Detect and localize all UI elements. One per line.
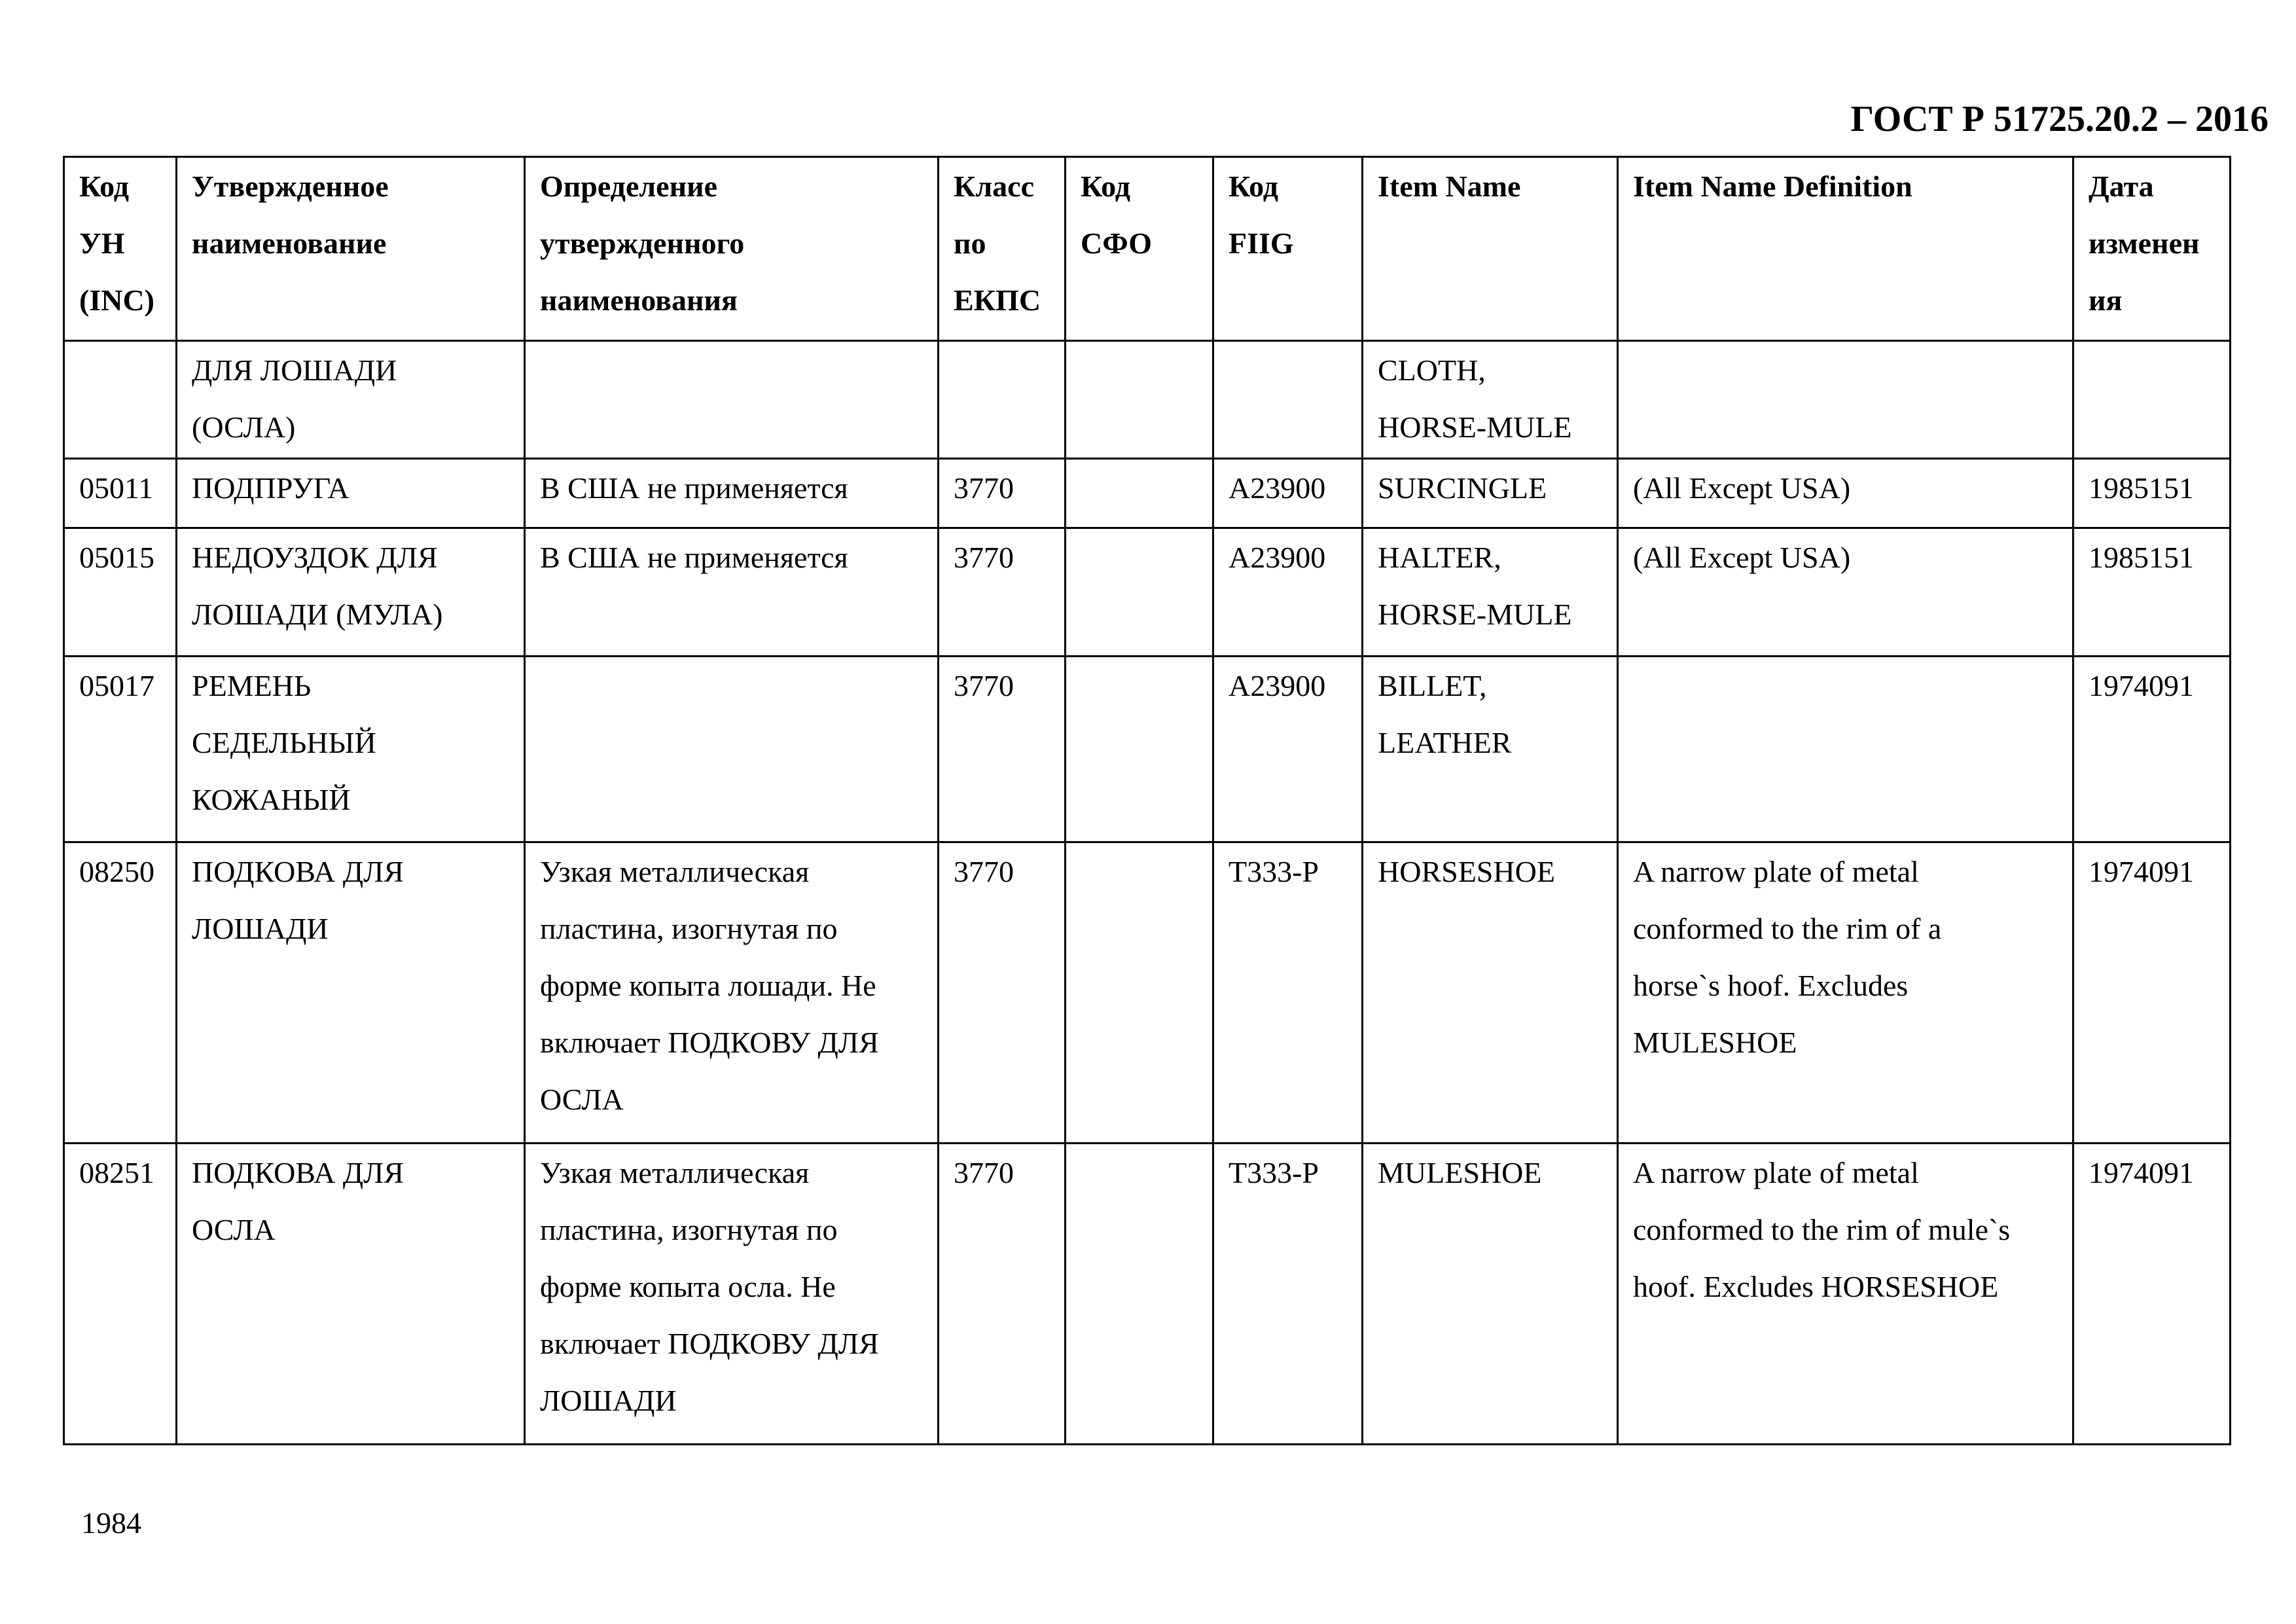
column-header-line: изменен [2089, 226, 2200, 260]
cell-text-line: ПОДПРУГА [192, 471, 350, 505]
column-header-line: УН [79, 226, 125, 260]
table-cell [939, 459, 1066, 528]
cell-text-line: 3770 [954, 471, 1014, 505]
cell-text-line: hoof. Excludes HORSESHOE [1633, 1270, 1999, 1303]
cell-text-line: форме копыта лошади. Не [540, 969, 876, 1002]
table-row [64, 341, 2231, 459]
table-cell [1618, 459, 2073, 528]
cell-text-line: включает ПОДКОВУ ДЛЯ [540, 1327, 879, 1360]
cell-text-line: LEATHER [1378, 726, 1512, 759]
table-cell [1066, 341, 1213, 459]
table-cell [1363, 657, 1618, 842]
table-cell [525, 459, 939, 528]
cell-text-line: BILLET, [1378, 669, 1487, 702]
table-cell [1066, 528, 1213, 657]
cell-text-line: A narrow plate of metal [1633, 1156, 1919, 1189]
column-header-line: Код [1229, 170, 1279, 203]
table-cell [1213, 528, 1363, 657]
column-header-line: наименование [192, 226, 387, 260]
cell-text-line: Узкая металлическая [540, 855, 810, 888]
table-cell [2073, 459, 2231, 528]
cell-text-line: 1985151 [2089, 471, 2194, 505]
table-cell [525, 1144, 939, 1445]
cell-text-line: ДЛЯ ЛОШАДИ [192, 353, 397, 387]
column-header [2073, 157, 2231, 341]
column-header-line: Определение [540, 170, 718, 203]
cell-text-line: conformed to the rim of a [1633, 912, 1942, 945]
table-cell [64, 459, 177, 528]
column-header-line: ия [2089, 283, 2123, 317]
cell-text-line: MULESHOE [1378, 1156, 1542, 1189]
column-header-line: по [954, 226, 986, 260]
column-header-line: СФО [1081, 226, 1153, 260]
cell-text-line: A23900 [1229, 669, 1326, 702]
table-cell [1066, 657, 1213, 842]
column-header-line: Утвержденное [192, 170, 389, 203]
cell-text-line: ЛОШАДИ (МУЛА) [192, 598, 443, 631]
table-cell [177, 341, 525, 459]
column-header-line: ЕКПС [954, 283, 1041, 317]
cell-text-line: 3770 [954, 669, 1014, 702]
table-cell [939, 842, 1066, 1144]
cell-text-line: 3770 [954, 1156, 1014, 1189]
cell-text-line: 05011 [79, 471, 154, 505]
table-row [64, 842, 2231, 1144]
standard-designation: ГОСТ Р 51725.20.2 – 2016 [1850, 99, 2269, 139]
table-cell [2073, 528, 2231, 657]
table-row [64, 528, 2231, 657]
cell-text-line: 3770 [954, 541, 1014, 574]
cell-text-line: A23900 [1229, 471, 1326, 505]
cell-text-line: HORSE-MULE [1378, 598, 1572, 631]
cell-text-line: HORSE-MULE [1378, 410, 1572, 444]
column-header-line: Класс [954, 170, 1034, 203]
table-cell [1363, 1144, 1618, 1445]
table-cell [1363, 528, 1618, 657]
table-cell [1618, 842, 2073, 1144]
cell-text-line: SURCINGLE [1378, 471, 1547, 505]
cell-text-line: HALTER, [1378, 541, 1501, 574]
cell-text-line: ОСЛА [540, 1083, 624, 1116]
cell-text-line: КОЖАНЫЙ [192, 783, 351, 816]
column-header [1618, 157, 2073, 341]
cell-text-line: пластина, изогнутая по [540, 1213, 838, 1246]
table-cell [525, 528, 939, 657]
cell-text-line: T333-P [1229, 1156, 1319, 1189]
column-header-line: (INC) [79, 283, 154, 317]
table-cell [1213, 842, 1363, 1144]
column-header [1363, 157, 1618, 341]
table-cell [2073, 657, 2231, 842]
cell-text-line: 05015 [79, 541, 154, 574]
column-header-line: утвержденного [540, 226, 745, 260]
cell-text-line: 08251 [79, 1156, 154, 1189]
cell-text-line: (ОСЛА) [192, 410, 296, 444]
cell-text-line: 05017 [79, 669, 154, 702]
column-header-line: Item Name Definition [1633, 170, 1912, 203]
cell-text-line: A23900 [1229, 541, 1326, 574]
table-cell [1213, 341, 1363, 459]
classification-table [63, 156, 2231, 1445]
cell-text-line: MULESHOE [1633, 1026, 1797, 1059]
table-cell [1618, 528, 2073, 657]
cell-text-line: включает ПОДКОВУ ДЛЯ [540, 1026, 879, 1059]
table-cell [939, 528, 1066, 657]
cell-text-line: пластина, изогнутая по [540, 912, 838, 945]
cell-text-line: horse`s hoof. Excludes [1633, 969, 1909, 1002]
cell-text-line: ЛОШАДИ [540, 1384, 677, 1417]
table-cell [525, 341, 939, 459]
cell-text-line: ПОДКОВА ДЛЯ [192, 855, 404, 888]
table-cell [64, 842, 177, 1144]
column-header [177, 157, 525, 341]
cell-text-line: В США не применяется [540, 471, 848, 505]
cell-text-line: 1974091 [2089, 669, 2194, 702]
column-header [1213, 157, 1363, 341]
table-cell [177, 459, 525, 528]
table-cell [64, 341, 177, 459]
cell-text-line: НЕДОУЗДОК ДЛЯ [192, 541, 438, 574]
column-header [1066, 157, 1213, 341]
cell-text-line: СЕДЕЛЬНЫЙ [192, 726, 376, 759]
table-header-row [64, 157, 2231, 341]
cell-text-line: 1974091 [2089, 1156, 2194, 1189]
column-header [64, 157, 177, 341]
cell-text-line: ОСЛА [192, 1213, 276, 1246]
table-cell [64, 528, 177, 657]
table-cell [2073, 842, 2231, 1144]
table-cell [1066, 459, 1213, 528]
cell-text-line: В США не применяется [540, 541, 848, 574]
cell-text-line: 3770 [954, 855, 1014, 888]
column-header-line: Дата [2089, 170, 2154, 203]
cell-text-line: ЛОШАДИ [192, 912, 329, 945]
table-cell [177, 842, 525, 1144]
table-cell [1213, 1144, 1363, 1445]
cell-text-line: T333-P [1229, 855, 1319, 888]
table-cell [525, 842, 939, 1144]
cell-text-line: HORSESHOE [1378, 855, 1555, 888]
table-cell [2073, 1144, 2231, 1445]
table-cell [1363, 341, 1618, 459]
table-cell [177, 657, 525, 842]
page-number: 1984 [81, 1506, 141, 1540]
table-row [64, 657, 2231, 842]
column-header [525, 157, 939, 341]
column-header-line: наименования [540, 283, 738, 317]
table-cell [1213, 459, 1363, 528]
column-header [939, 157, 1066, 341]
column-header-line: Код [79, 170, 130, 203]
table-row [64, 1144, 2231, 1445]
column-header-line: Item Name [1378, 170, 1521, 203]
cell-text-line: РЕМЕНЬ [192, 669, 312, 702]
table-cell [1213, 657, 1363, 842]
table-body [64, 341, 2231, 1445]
cell-text-line: 1985151 [2089, 541, 2194, 574]
table-cell [525, 657, 939, 842]
cell-text-line: (All Except USA) [1633, 471, 1851, 505]
table-cell [1618, 657, 2073, 842]
cell-text-line: conformed to the rim of mule`s [1633, 1213, 2011, 1246]
table-cell [177, 1144, 525, 1445]
table-cell [1618, 1144, 2073, 1445]
cell-text-line: Узкая металлическая [540, 1156, 810, 1189]
table-cell [1066, 842, 1213, 1144]
table-cell [939, 341, 1066, 459]
table-cell [177, 528, 525, 657]
table-cell [1066, 1144, 1213, 1445]
table-cell [1363, 459, 1618, 528]
table-cell [2073, 341, 2231, 459]
table-row [64, 459, 2231, 528]
table-cell [1363, 842, 1618, 1144]
table-cell [1618, 341, 2073, 459]
cell-text-line: 08250 [79, 855, 154, 888]
cell-text-line: форме копыта осла. Не [540, 1270, 836, 1303]
cell-text-line: A narrow plate of metal [1633, 855, 1919, 888]
table-cell [64, 1144, 177, 1445]
cell-text-line: 1974091 [2089, 855, 2194, 888]
table-cell [939, 1144, 1066, 1445]
cell-text-line: (All Except USA) [1633, 541, 1851, 574]
cell-text-line: CLOTH, [1378, 353, 1486, 387]
column-header-line: Код [1081, 170, 1131, 203]
table-cell [939, 657, 1066, 842]
cell-text-line: ПОДКОВА ДЛЯ [192, 1156, 404, 1189]
column-header-line: FIIG [1229, 226, 1294, 260]
table-cell [64, 657, 177, 842]
